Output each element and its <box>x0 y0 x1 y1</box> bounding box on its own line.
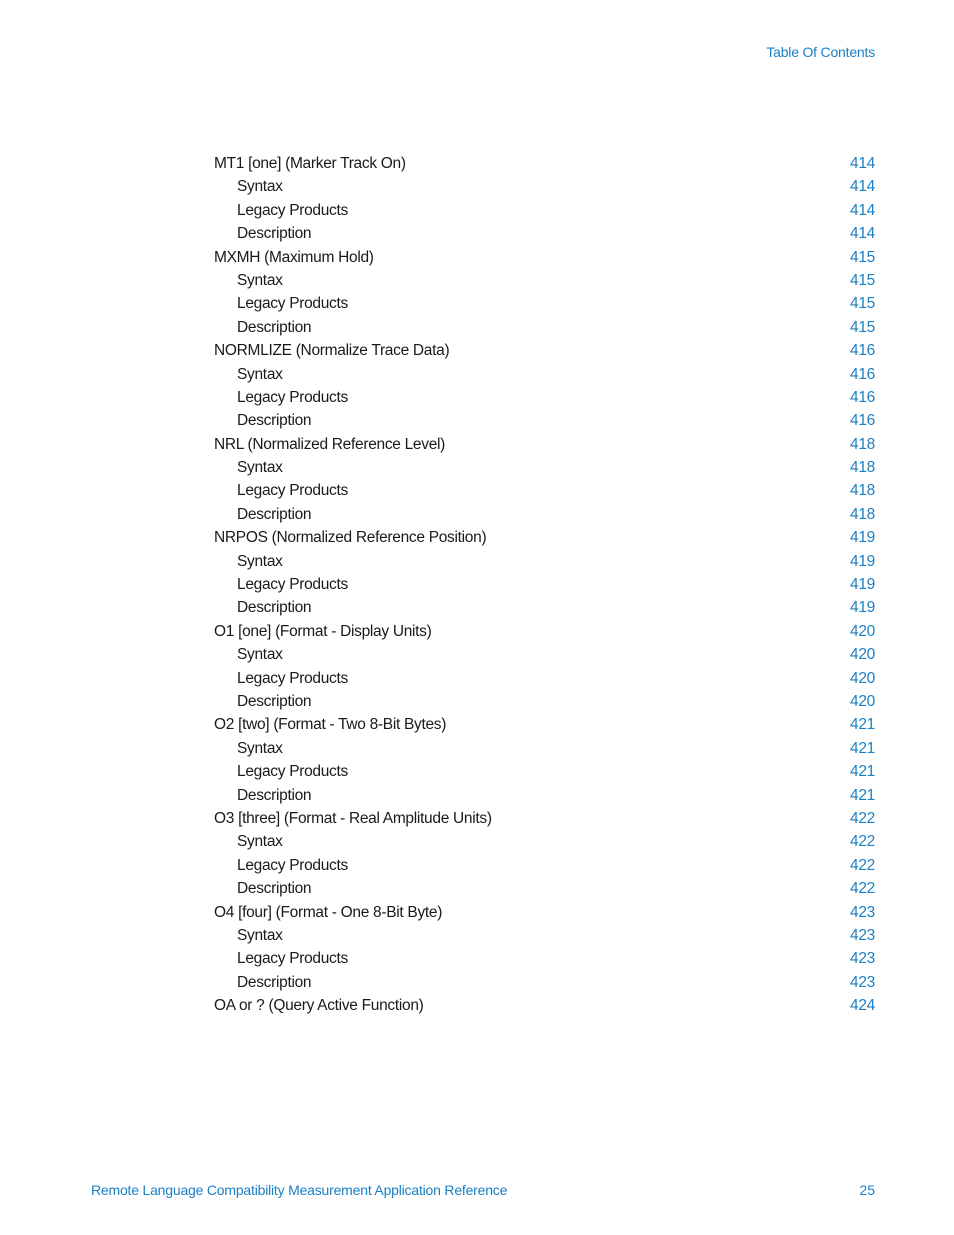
running-header-title: Table Of Contents <box>766 44 875 60</box>
table-of-contents <box>214 152 875 1017</box>
toc-entry-label: Legacy Products <box>237 856 348 874</box>
toc-entry[interactable] <box>214 620 875 643</box>
toc-entry-label: Legacy Products <box>237 576 348 594</box>
toc-subentry[interactable] <box>214 947 875 970</box>
toc-page-link[interactable]: 414 <box>850 155 875 172</box>
toc-entry-label: Description <box>237 692 312 710</box>
toc-subentry[interactable] <box>214 316 875 339</box>
toc-page-link[interactable]: 420 <box>850 669 875 687</box>
toc-subentry[interactable] <box>214 877 875 900</box>
toc-entry-label: Description <box>237 412 312 430</box>
toc-subentry[interactable] <box>214 456 875 479</box>
toc-subentry[interactable] <box>214 760 875 783</box>
toc-entry-label: Description <box>237 599 312 617</box>
toc-entry-label: Syntax <box>237 271 283 289</box>
toc-page-link[interactable]: 418 <box>850 459 875 477</box>
toc-page-link[interactable]: 420 <box>850 692 875 710</box>
toc-page-link[interactable]: 422 <box>850 809 875 827</box>
toc-subentry[interactable] <box>214 363 875 386</box>
toc-entry-label: Description <box>237 225 312 243</box>
toc-entry-label: NRL (Normalized Reference Level) <box>214 435 446 453</box>
toc-page-link[interactable]: 418 <box>850 482 875 500</box>
toc-entry-label: Syntax <box>237 365 283 383</box>
toc-entry-label: Syntax <box>237 739 283 757</box>
toc-page-link[interactable]: 422 <box>850 833 875 851</box>
toc-entry-label: Legacy Products <box>237 763 348 781</box>
toc-subentry[interactable] <box>214 667 875 690</box>
toc-page-link[interactable]: 420 <box>850 622 875 640</box>
toc-entry-label: Description <box>237 786 312 804</box>
toc-entry-label: Syntax <box>237 178 283 196</box>
toc-page-link[interactable]: 419 <box>850 599 875 617</box>
toc-entry-label: Syntax <box>237 646 283 664</box>
toc-entry-label: Legacy Products <box>237 388 348 406</box>
toc-entry-label: Legacy Products <box>237 669 348 687</box>
toc-page-link[interactable]: 424 <box>850 997 875 1015</box>
toc-subentry[interactable] <box>214 690 875 713</box>
toc-entry-label: Description <box>237 973 312 991</box>
toc-entry-label: Syntax <box>237 833 283 851</box>
footer-document-title: Remote Language Compatibility Measurement Application Reference <box>91 1182 508 1198</box>
toc-subentry[interactable] <box>214 737 875 760</box>
toc-subentry[interactable] <box>214 292 875 315</box>
toc-subentry[interactable] <box>214 269 875 292</box>
toc-page-link[interactable]: 415 <box>850 295 875 313</box>
toc-subentry[interactable] <box>214 924 875 947</box>
toc-entry-label: MT1 [one] (Marker Track On) <box>214 155 406 172</box>
toc-page-link[interactable]: 418 <box>850 435 875 453</box>
toc-subentry[interactable] <box>214 643 875 666</box>
toc-entry[interactable] <box>214 246 875 269</box>
toc-entry[interactable] <box>214 901 875 924</box>
toc-page-link[interactable]: 423 <box>850 926 875 944</box>
toc-page-link[interactable]: 419 <box>850 552 875 570</box>
toc-entry-label: Syntax <box>237 459 283 477</box>
toc-page-link[interactable]: 416 <box>850 365 875 383</box>
toc-subentry[interactable] <box>214 550 875 573</box>
toc-entry-label: Legacy Products <box>237 950 348 968</box>
toc-page-link[interactable]: 415 <box>850 248 875 266</box>
toc-entry-label: Description <box>237 505 312 523</box>
toc-entry-label: Syntax <box>237 552 283 570</box>
toc-entry-label: Legacy Products <box>237 201 348 219</box>
toc-entry-label: Description <box>237 318 312 336</box>
toc-entry-label: NRPOS (Normalized Reference Position) <box>214 529 487 547</box>
toc-page-link[interactable]: 416 <box>850 412 875 430</box>
toc-page-link[interactable]: 414 <box>850 178 875 196</box>
toc-subentry[interactable] <box>214 199 875 222</box>
toc-page-link[interactable]: 419 <box>850 529 875 547</box>
toc-subentry[interactable] <box>214 573 875 596</box>
toc-page-link[interactable]: 420 <box>850 646 875 664</box>
toc-subentry[interactable] <box>214 854 875 877</box>
toc-page-link[interactable]: 415 <box>850 318 875 336</box>
toc-page-link[interactable]: 421 <box>850 763 875 781</box>
toc-page-link[interactable]: 421 <box>850 716 875 734</box>
toc-entry-label: Syntax <box>237 926 283 944</box>
toc-subentry[interactable] <box>214 596 875 619</box>
toc-page-link[interactable]: 418 <box>850 505 875 523</box>
toc-page-link[interactable]: 421 <box>850 786 875 804</box>
toc-subentry[interactable] <box>214 175 875 198</box>
toc-page-link[interactable]: 414 <box>850 225 875 243</box>
toc-entry[interactable] <box>214 152 875 175</box>
toc-page-link[interactable]: 416 <box>850 388 875 406</box>
toc-entry-label: O3 [three] (Format - Real Amplitude Units) <box>214 809 492 827</box>
toc-page-link[interactable]: 415 <box>850 271 875 289</box>
toc-entry[interactable] <box>214 339 875 362</box>
toc-entry-label: O4 [four] (Format - One 8-Bit Byte) <box>214 903 443 921</box>
toc-entry[interactable] <box>214 526 875 549</box>
toc-entry[interactable] <box>214 807 875 830</box>
toc-page-link[interactable]: 423 <box>850 973 875 991</box>
toc-entry-label: OA or ? (Query Active Function) <box>214 997 424 1015</box>
toc-subentry[interactable] <box>214 222 875 245</box>
toc-page-link[interactable]: 422 <box>850 856 875 874</box>
toc-entry-label: Legacy Products <box>237 295 348 313</box>
toc-entry-label: Legacy Products <box>237 482 348 500</box>
footer-page-number: 25 <box>859 1182 875 1198</box>
toc-subentry[interactable] <box>214 409 875 432</box>
toc-page-link[interactable]: 423 <box>850 903 875 921</box>
toc-entry-label: O1 [one] (Format - Display Units) <box>214 622 432 640</box>
toc-entry[interactable] <box>214 994 875 1017</box>
toc-subentry[interactable] <box>214 479 875 502</box>
toc-entry[interactable] <box>214 713 875 736</box>
toc-page-link[interactable]: 423 <box>850 950 875 968</box>
toc-entry-label: O2 [two] (Format - Two 8-Bit Bytes) <box>214 716 447 734</box>
toc-entry-label: MXMH (Maximum Hold) <box>214 248 374 266</box>
toc-entry-label: NORMLIZE (Normalize Trace Data) <box>214 342 450 360</box>
toc-subentry[interactable] <box>214 503 875 526</box>
toc-page-link[interactable]: 422 <box>850 880 875 898</box>
toc-page-link[interactable]: 419 <box>850 576 875 594</box>
toc-subentry[interactable] <box>214 784 875 807</box>
toc-entry[interactable] <box>214 433 875 456</box>
toc-page-link[interactable]: 416 <box>850 342 875 360</box>
toc-entry-label: Description <box>237 880 312 898</box>
toc-subentry[interactable] <box>214 386 875 409</box>
toc-subentry[interactable] <box>214 971 875 994</box>
toc-subentry[interactable] <box>214 830 875 853</box>
toc-page-link[interactable]: 414 <box>850 201 875 219</box>
toc-page-link[interactable]: 421 <box>850 739 875 757</box>
